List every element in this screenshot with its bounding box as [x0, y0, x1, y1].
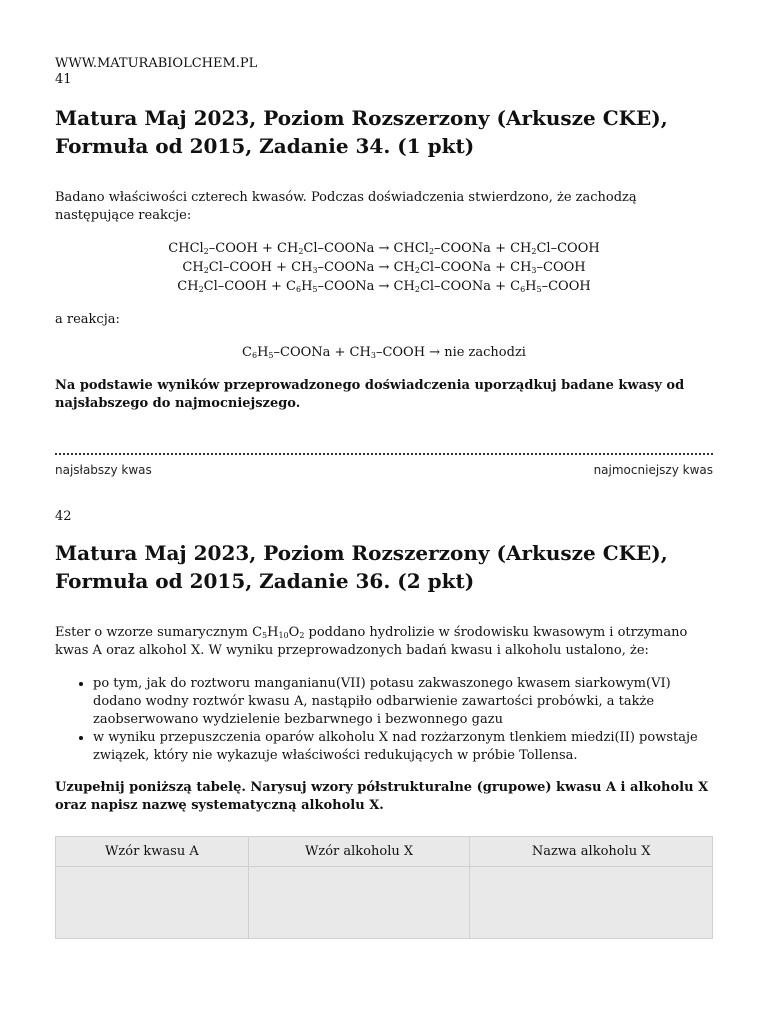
- task-36-title: Matura Maj 2023, Poziom Rozszerzony (Arkusze CKE), Formuła od 2015, Zadanie 36. (2 pkt): [55, 541, 668, 593]
- findings-list: [55, 675, 713, 765]
- column-header-alcohol-formula: Wzór alkoholu X: [248, 837, 470, 867]
- answer-line[interactable]: [55, 453, 713, 455]
- column-header-acid-formula: Wzór kwasu A: [56, 837, 249, 867]
- then-label: a reakcja:: [55, 312, 120, 327]
- reaction-4: $C_6H_5$–COONa + $CH_3$–COOH → nie zachodzi: [242, 345, 526, 360]
- page-number: 41: [55, 72, 72, 87]
- task-34-title: Matura Maj 2023, Poziom Rozszerzony (Arkusze CKE), Formuła od 2015, Zadanie 34. (1 pkt): [55, 106, 668, 158]
- reaction-1: CHCl$_2$–COOH + $CH_2Cl$–COONa → CHCl$_2$–COONa + $CH_2Cl$–COOH: [168, 241, 600, 256]
- column-header-alcohol-name: Nazwa alkoholu X: [470, 837, 713, 867]
- list-item: • w wyniku przepuszczenia oparów alkoholu X nad rozżarzonym tlenkiem miedzi(II) powstaje związek, który nie wykazuje właściwości redukujących w próbie Tollensa.: [93, 729, 713, 765]
- page-number: 42: [55, 509, 72, 524]
- task-34-intro: Badano właściwości czterech kwasów. Podczas doświadczenia stwierdzono, że zachodzą następujące reakcje:: [55, 190, 637, 223]
- weakest-label: najsłabszy kwas: [55, 463, 152, 477]
- acid-formula-cell[interactable]: [56, 867, 249, 939]
- table-row: [56, 867, 713, 939]
- task-36-instruction: Uzupełnij poniższą tabelę. Narysuj wzory półstrukturalne (grupowe) kwasu A i alkoholu X oraz napisz nazwę systematyczną alkoholu X.: [55, 780, 709, 813]
- alcohol-name-cell[interactable]: [470, 867, 713, 939]
- answer-table: [55, 836, 713, 939]
- intro-end: poddano hydrolizie w środowisku kwasowym i otrzymano kwas A oraz alkohol X. W wyniku przeprowadzonych badań kwasu i alkoholu ustalono, że:: [55, 625, 688, 658]
- strongest-label: najmocniejszy kwas: [593, 463, 713, 477]
- task-34-instruction: Na podstawie wyników przeprowadzonego doświadczenia uporządkuj badane kwasy od najsłabszego do najmocniejszego.: [55, 378, 685, 411]
- reaction-3: $CH_2Cl$–COOH + $C_6H_5$–COONa → $CH_2Cl$–COONa + $C_6H_5$–COOH: [177, 279, 591, 294]
- list-item: • po tym, jak do roztworu manganianu(VII) potasu zakwaszonego kwasem siarkowym(VI) dodano wodny roztwór kwasu A, nastąpiło odbarwienie zawartości probówki, a także zaobserwowano wydzielenie bezbarwnego i bezwonnego gazu: [93, 675, 713, 729]
- task-36-intro: Ester o wzorze sumarycznym $C_5H_{10}O_2$ poddano hydrolizie w środowisku kwasowym i otrzymano kwas A oraz alkohol X. W wyniku przeprowadzonych badań kwasu i alkoholu ustalono, że:: [55, 625, 688, 658]
- reaction-2: $CH_2Cl$–COOH + $CH_3$–COONa → $CH_2Cl$–COONa + $CH_3$–COOH: [182, 260, 586, 275]
- site-url: WWW.MATURABIOLCHEM.PL: [55, 56, 258, 71]
- intro-start: Ester o wzorze sumarycznym C: [55, 625, 263, 640]
- alcohol-formula-cell[interactable]: [248, 867, 470, 939]
